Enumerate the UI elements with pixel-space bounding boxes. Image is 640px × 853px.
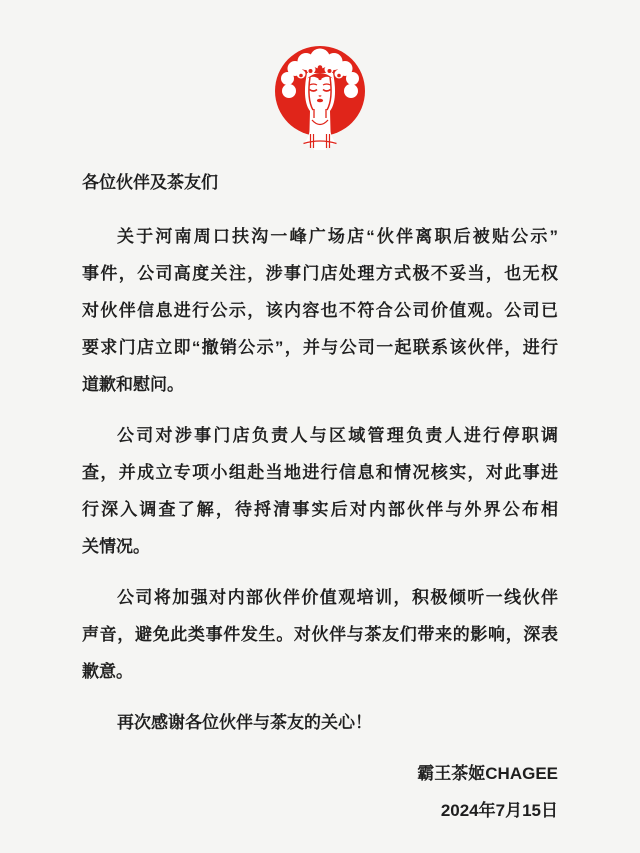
signature-block	[82, 755, 558, 829]
paragraph-line: 歉意。	[82, 662, 133, 681]
letter-body	[82, 164, 558, 829]
paragraph	[82, 218, 558, 403]
paragraph-line: 查，并成立专项小组赴当地进行信息和情况核实，对此事进	[82, 463, 558, 482]
signature-company: 霸王茶姬CHAGEE	[417, 764, 558, 783]
opera-face-icon	[270, 44, 370, 156]
paragraph-line: 要求门店立即“撤销公示”，并与公司一起联系该伙伴，进行	[82, 338, 558, 357]
paragraph-line: 关情况。	[82, 537, 150, 556]
paragraph-line: 公司将加强对内部伙伴价值观培训，积极倾听一线伙伴	[117, 588, 558, 607]
greeting: 各位伙伴及茶友们	[82, 173, 218, 192]
paragraph-line: 公司对涉事门店负责人与区域管理负责人进行停职调	[117, 426, 558, 445]
paragraph	[82, 579, 558, 690]
paragraph-line: 道歉和慰问。	[82, 375, 184, 394]
paragraph-line: 再次感谢各位伙伴与茶友的关心！	[117, 713, 372, 732]
chagee-logo	[270, 44, 370, 156]
signature-date: 2024年7月15日	[440, 801, 558, 820]
paragraph	[82, 704, 558, 741]
paragraph-line: 行深入调查了解，待捋清事实后对内部伙伴与外界公布相	[82, 500, 558, 519]
paragraph-line: 事件，公司高度关注，涉事门店处理方式极不妥当，也无权	[82, 264, 558, 283]
paragraphs-container	[82, 218, 558, 741]
paragraph	[82, 417, 558, 565]
paragraph-line: 声音，避免此类事件发生。对伙伴与茶友们带来的影响，深表	[82, 625, 558, 644]
paragraph-line: 对伙伴信息进行公示，该内容也不符合公司价值观。公司已	[82, 301, 558, 320]
paragraph-line: 关于河南周口扶沟一峰广场店“伙伴离职后被贴公示”	[117, 227, 558, 246]
